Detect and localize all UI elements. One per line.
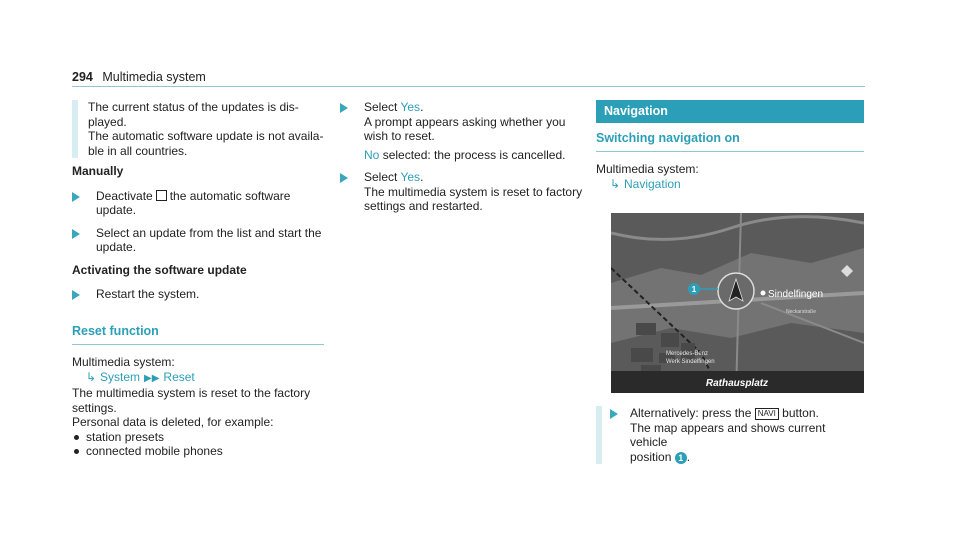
position-badge: 1: [675, 452, 687, 464]
page-header: [72, 70, 206, 84]
punct: .: [686, 449, 691, 464]
callout-badge-label: 1: [691, 285, 697, 294]
step-text: Restart the system.: [96, 287, 200, 301]
step-arrow-icon: [610, 409, 618, 419]
path-item-system: System: [100, 369, 141, 384]
column-1: [72, 100, 324, 459]
step-text: A prompt appears asking whether you wish to reset.: [364, 114, 566, 143]
bullet-item: connected mobile phones: [72, 444, 324, 459]
header-rule: [72, 86, 865, 87]
step-text: position: [630, 449, 672, 464]
step-text: button.: [782, 406, 819, 420]
city-dot-icon: [761, 291, 766, 296]
step-arrow-icon: [72, 290, 80, 300]
step-arrow-icon: [340, 103, 348, 113]
step-restart: [72, 287, 324, 302]
step-alternatively: [596, 406, 864, 464]
navigation-map: [611, 213, 864, 393]
return-arrow-icon: ↳: [86, 369, 97, 384]
area-label: Werk Sindelfingen: [666, 359, 715, 365]
note-line: played.: [88, 114, 127, 129]
checkbox-icon: [156, 190, 167, 201]
menu-path: [596, 177, 864, 192]
step-arrow-icon: [72, 192, 80, 202]
manually-heading: Manually: [72, 164, 124, 178]
street-label: Neckarstraße: [786, 309, 817, 315]
step-arrow-icon: [72, 229, 80, 239]
note-line: ble in all countries.: [88, 143, 188, 158]
page-title: Multimedia system: [102, 70, 206, 84]
step-arrow-icon: [340, 173, 348, 183]
switching-heading: Switching navigation on: [596, 131, 864, 153]
ms-label: Multimedia system:: [72, 355, 175, 369]
column-3-bottom: [596, 406, 864, 472]
column-3: [596, 100, 864, 191]
page-number: 294: [72, 70, 93, 84]
current-street-label: Rathausplatz: [705, 378, 769, 389]
step-text: Select an update from the list and start the update.: [96, 225, 322, 254]
return-arrow-icon: ↳: [610, 176, 621, 191]
step-text: the automatic software update.: [96, 188, 291, 217]
navi-key-icon: NAVI: [755, 408, 779, 420]
path-item-reset: Reset: [163, 369, 195, 384]
step-text: Select: [364, 170, 398, 184]
step-text: Select: [364, 100, 398, 114]
step-deactivate: [72, 189, 324, 218]
deleted-text: Personal data is deleted, for example:: [72, 415, 274, 429]
step-text: The map appears and shows current vehicle: [630, 420, 826, 449]
punct: .: [420, 170, 424, 184]
note-line: The automatic software update is not availa-: [88, 129, 324, 143]
activating-heading: Activating the software update: [72, 262, 247, 277]
area-label: Mercedes-Benz: [666, 351, 709, 357]
path-item-navigation: Navigation: [624, 176, 681, 191]
double-chevron-icon: ▶▶: [144, 372, 160, 384]
yes-option: Yes: [400, 100, 421, 114]
reset-text: The multimedia system is reset to the factory settings.: [72, 386, 311, 415]
step-text: Alternatively: press the: [630, 406, 752, 420]
menu-path: [72, 370, 324, 387]
status-note: [72, 100, 324, 158]
no-option: No: [364, 147, 380, 162]
note-line: The current status of the updates is dis-: [88, 100, 299, 114]
reset-function-heading: Reset function: [72, 324, 324, 346]
city-label: Sindelfingen: [768, 289, 824, 300]
bullet-item: station presets: [72, 430, 324, 445]
step-text: selected: the process is cancelled.: [382, 147, 566, 162]
column-2: [340, 100, 592, 222]
yes-option: Yes: [400, 170, 421, 184]
ms-label: Multimedia system:: [596, 162, 699, 176]
navigation-bar: Navigation: [596, 100, 864, 123]
step-text: Deactivate: [96, 188, 153, 203]
step-select-yes-2: [340, 170, 592, 214]
punct: .: [420, 100, 424, 114]
step-select-update: [72, 226, 324, 255]
step-text: The multimedia system is reset to factory settings and restarted.: [364, 184, 583, 213]
step-select-yes: [340, 100, 592, 162]
